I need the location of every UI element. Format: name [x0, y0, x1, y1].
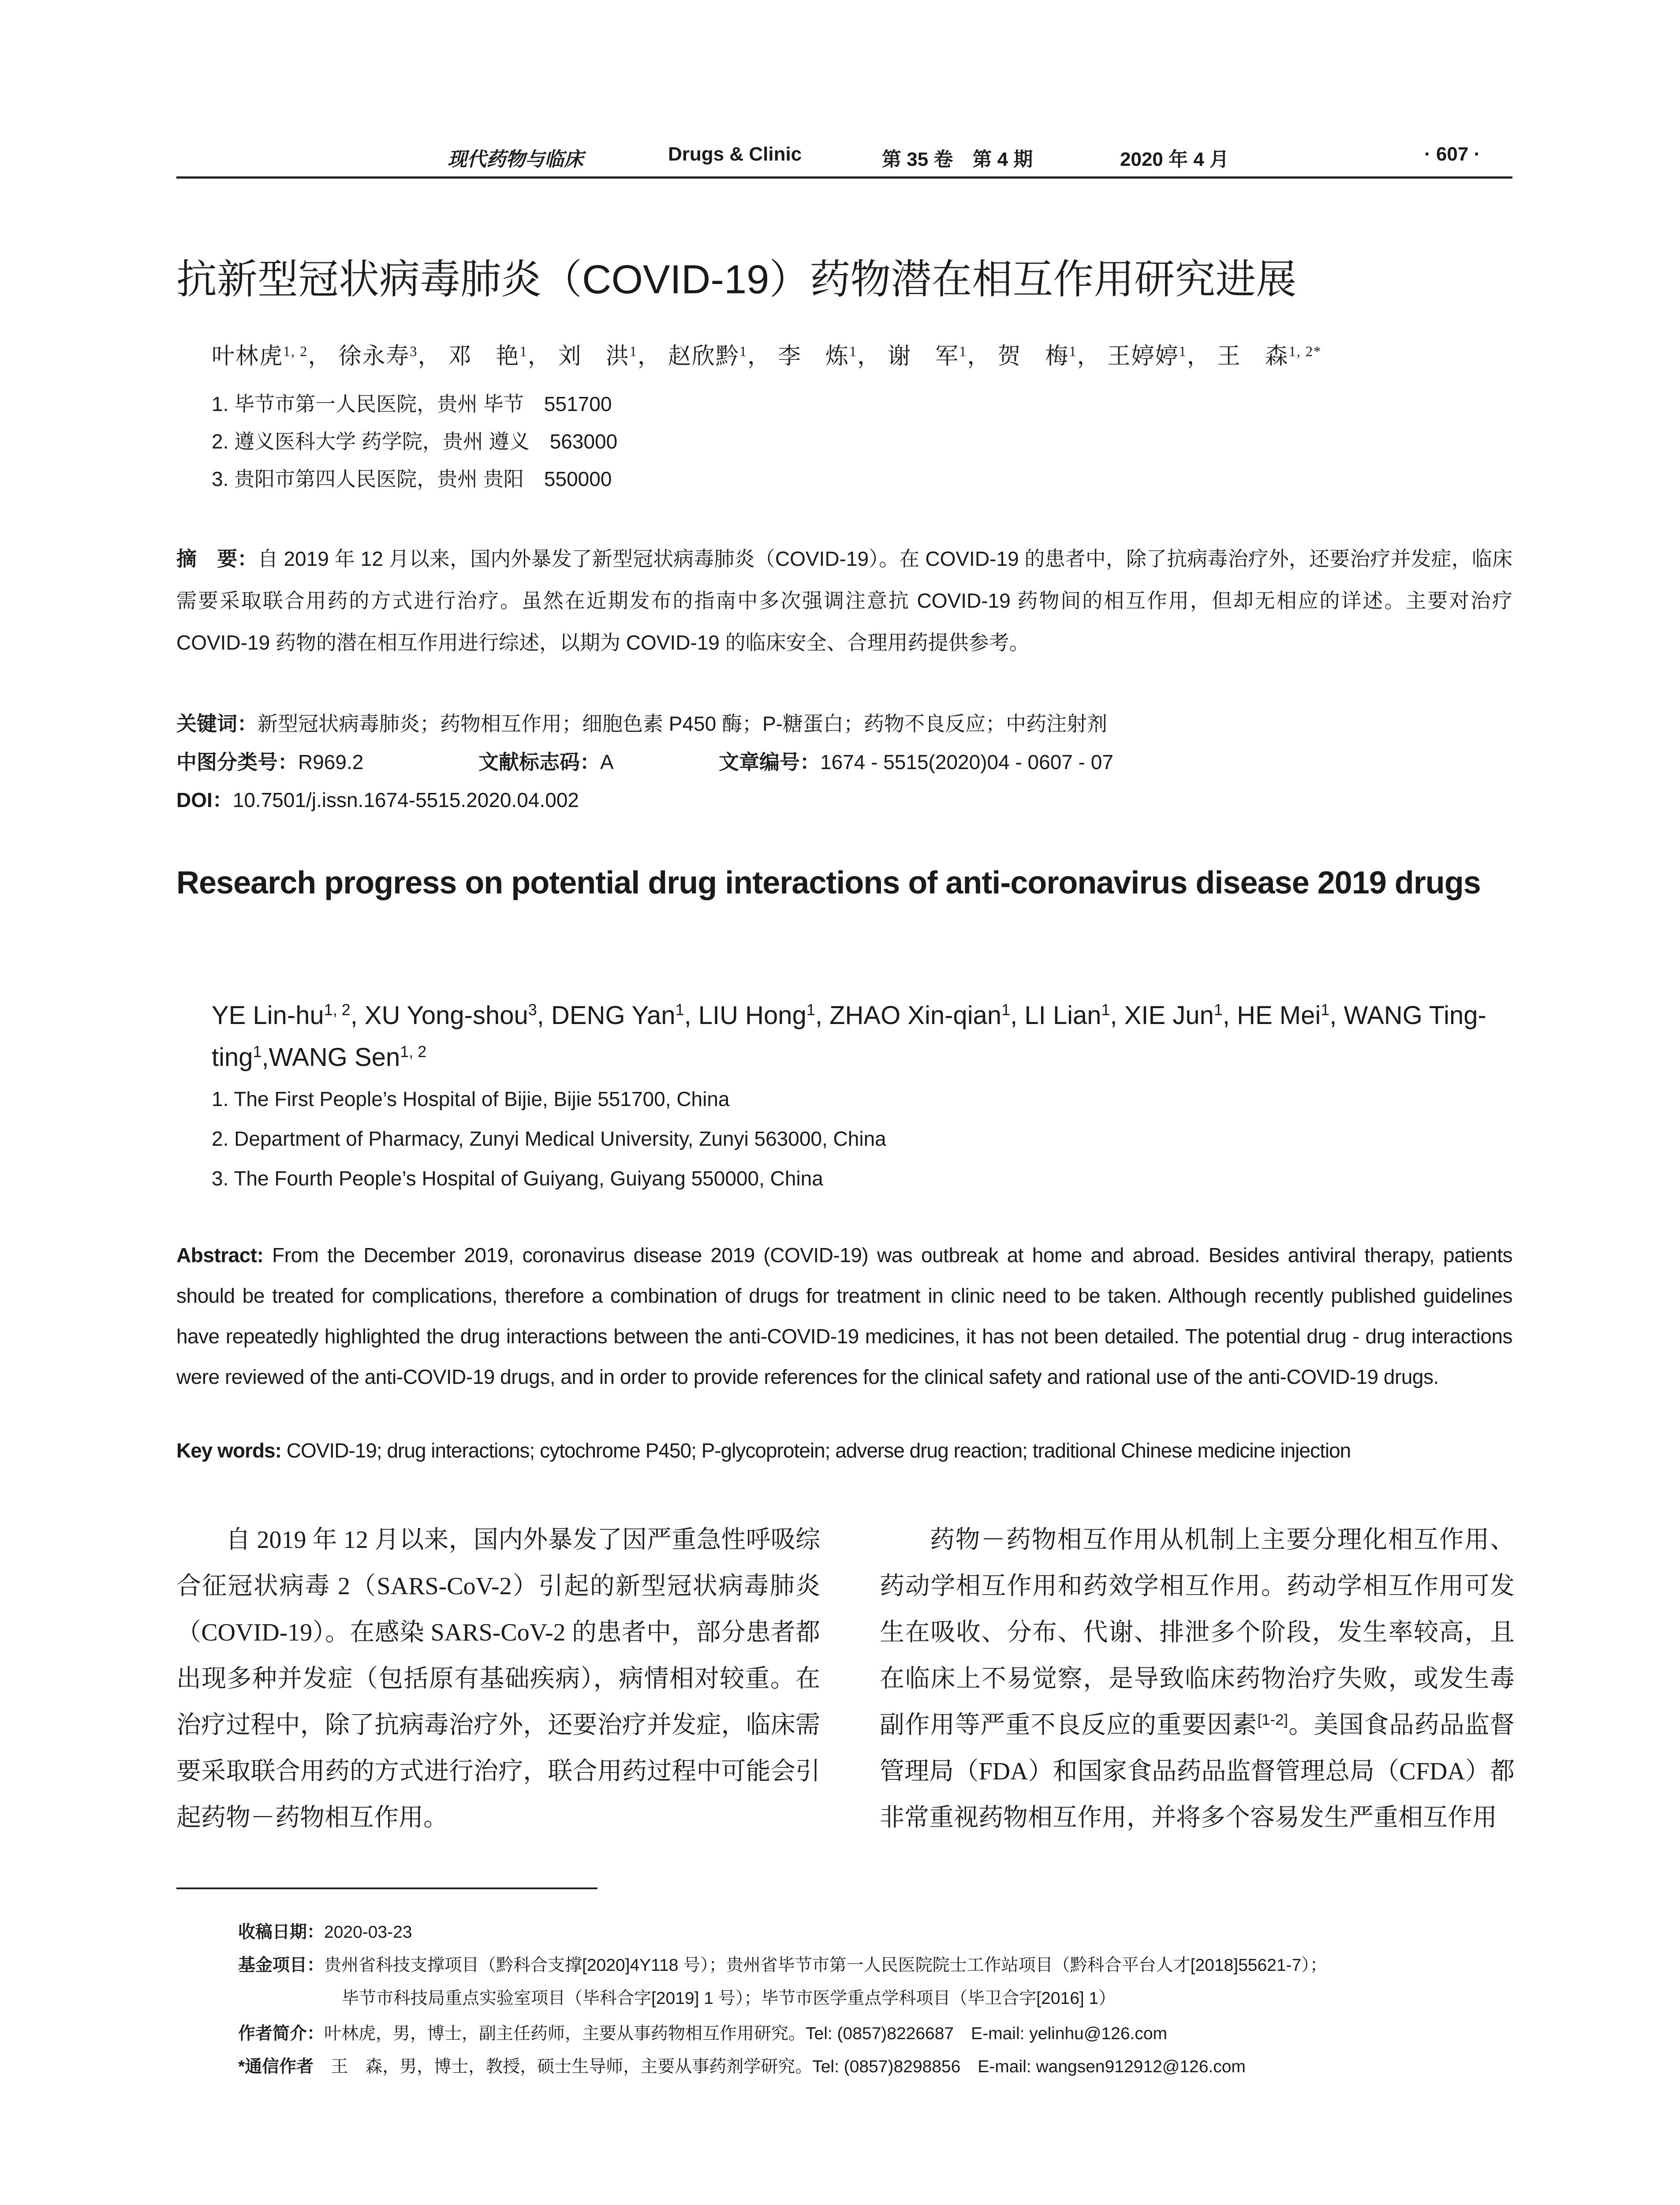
footnote-rule	[176, 1887, 597, 1889]
doi-label: DOI：	[176, 789, 233, 811]
article-label: 文章编号：	[719, 751, 820, 774]
author-en: YE Lin-hu$^{1, 2}$	[212, 1001, 351, 1030]
running-header	[176, 143, 1508, 174]
body-paragraph: 自 2019 年 12 月以来，国内外暴发了因严重急性呼吸综合征冠状病毒 2（SARS-CoV-2）引起的新型冠状病毒肺炎（COVID-19）。在感染 SARS-CoV-2 的患者中，部分患者都出现多种并发症（包括原有基础疾病），病情相对较重。在治疗过程中，除了抗病毒治疗外，还要治疗并发症，临床需要采取联合用药的方式进行治疗，联合用药过程中可能会引起药物－药物相互作用。	[176, 1526, 820, 1831]
doi-line	[176, 784, 579, 813]
abstract-text-cn: 自 2019 年 12 月以来，国内外暴发了新型冠状病毒肺炎（COVID-19）。在 COVID-19 的患者中，除了抗病毒治疗外，还要治疗并发症，临床需要采取联合用药的方式进行治疗。虽然在近期发布的指南中多次强调注意抗 COVID-19 药物间的相互作用，但却无相应的详述。主要对治疗 COVID-19 药物的潜在相互作用进行综述，以期为 COVID-19 的临床安全、合理用药提供参考。	[176, 547, 1513, 654]
footnote-fund-cont: 毕节市科技局重点实验室项目（毕科合字[2019] 1 号）；毕节市医学重点学科项目（毕卫合字[2016] 1）	[342, 1989, 1116, 2008]
body-paragraph-cont: 。美国食品药品监督管理局（FDA）和国家食品药品监督管理总局（CFDA）都非常重视药物相互作用，并将多个容易发生严重相互作用	[880, 1712, 1515, 1831]
footnote-corresponding: *通信作者 王 森，男，博士，教授，硕士生导师，主要从事药剂学研究。Tel: (0857)8298856 E-mail: wangsen912912@126.com	[238, 2057, 1246, 2076]
author-cn: 邓 艳$^1$	[448, 343, 528, 369]
keywords-text-en: COVID-19; drug interactions; cytochrome P450; P-glycoprotein; adverse drug reaction; traditional Chinese medicine injection	[286, 1439, 1351, 1462]
doc-label: 文献标志码：	[478, 751, 600, 774]
footnote-author: 作者简介：叶林虎，男，博士，副主任药师，主要从事药物相互作用研究。Tel: (0857)8226687 E-mail: yelinhu@126.com	[238, 2024, 1168, 2043]
author-cn: 徐永寿$^3$	[338, 343, 418, 369]
author-cn: 贺 梅$^1$	[997, 343, 1077, 369]
body-column-left	[176, 1517, 820, 1841]
author-en: DENG Yan$^1$	[551, 1001, 684, 1030]
volume-issue: 第 35 卷 第 4 期	[882, 149, 1033, 170]
author-cn: 李 炼$^1$	[778, 343, 858, 369]
keywords-label-en: Key words:	[176, 1439, 281, 1462]
article-title-en: Research progress on potential drug interactions of anti-coronavirus disease 2019 drugs	[176, 865, 1481, 901]
affiliation-cn: 2. 遵义医科大学 药学院，贵州 遵义 563000	[212, 430, 618, 453]
author-list-cn: 叶林虎$^{1, 2}$， 徐永寿$^3$， 邓 艳$^1$， 刘 洪$^1$， 赵欣黔$^1$， 李 炼$^1$， 谢 军$^1$， 贺 梅$^1$， 王婷婷$^1$， 王 森$^{1, 2*}$	[212, 343, 1322, 369]
author-en: WANG Sen$^{1, 2}$	[269, 1043, 427, 1072]
abstract-text-en: From the December 2019, coronavirus disease 2019 (COVID-19) was outbreak at home and abroad. Besides antiviral therapy, patients should be treated for complications, therefore a combination of drugs for treatment in clinic need to be taken. Although recently published guidelines have repeatedly highlighted the drug interactions between the anti-COVID-19 medicines, it has not been detailed. The potential drug - drug interactions were reviewed of the anti-COVID-19 drugs, and in order to provide references for the clinical safety and rational use of the anti-COVID-19 drugs.	[176, 1244, 1513, 1388]
issue-date: 2020 年 4 月	[1120, 149, 1229, 170]
page-number: · 607 ·	[1424, 143, 1481, 165]
abstract-en	[176, 1235, 1512, 1397]
body-column-right	[880, 1517, 1515, 1841]
author-en: XIE Jun$^1$	[1124, 1001, 1223, 1030]
author-en: LI Lian$^1$	[1024, 1001, 1110, 1030]
document-code	[478, 746, 614, 775]
classification-line	[176, 746, 363, 775]
abstract-label-cn: 摘 要：	[176, 547, 258, 570]
abstract-cn	[176, 538, 1512, 664]
keywords-text-cn: 新型冠状病毒肺炎；药物相互作用；细胞色素 P450 酶；P-糖蛋白；药物不良反应；中药注射剂	[258, 712, 1107, 735]
author-list-en: YE Lin-hu$^{1, 2}$, XU Yong-shou$^3$, DENG Yan$^1$, LIU Hong$^1$, ZHAO Xin-qian$^1$, LI Lian$^1$, XIE Jun$^1$, HE Mei$^1$, WANG Ting-ting$^1$,WANG Sen$^{1, 2}$	[212, 1001, 1486, 1072]
article-code: 1674 - 5515(2020)04 - 0607 - 07	[820, 751, 1113, 774]
article-title-cn: 抗新型冠状病毒肺炎（COVID-19）药物潜在相互作用研究进展	[176, 257, 1297, 302]
affiliation-en: 1. The First People’s Hospital of Bijie, Bijie 551700, China	[212, 1088, 730, 1110]
author-en: LIU Hong$^1$	[698, 1001, 815, 1030]
article-number	[719, 746, 1113, 775]
header-rule	[176, 176, 1512, 179]
author-cn: 刘 洪$^1$	[558, 343, 638, 369]
author-cn: 王婷婷$^1$	[1107, 343, 1187, 369]
citation-ref[interactable]: [1-2]	[1257, 1711, 1288, 1728]
affiliation-cn: 3. 贵阳市第四人民医院，贵州 贵阳 550000	[212, 467, 612, 490]
abstract-label-en: Abstract:	[176, 1244, 264, 1267]
author-cn: 王 森$^{1, 2*}$	[1217, 343, 1322, 369]
affiliation-en: 3. The Fourth People’s Hospital of Guiyang, Guiyang 550000, China	[212, 1167, 823, 1190]
doi-link[interactable]: 10.7501/j.issn.1674-5515.2020.04.002	[232, 789, 579, 811]
journal-name-cn: 现代药物与临床	[448, 149, 583, 170]
keywords-cn	[176, 708, 1107, 737]
keywords-label-cn: 关键词：	[176, 712, 258, 735]
clc-label: 中图分类号：	[176, 751, 298, 774]
author-en: XU Yong-shou$^3$	[364, 1001, 537, 1030]
footnote-received: 收稿日期：2020-03-23	[238, 1923, 412, 1942]
author-cn: 赵欣黔$^1$	[668, 343, 747, 369]
author-en: HE Mei$^1$	[1237, 1001, 1330, 1030]
doc-code: A	[600, 751, 614, 774]
affiliation-en: 2. Department of Pharmacy, Zunyi Medical University, Zunyi 563000, China	[212, 1127, 886, 1150]
author-en: ZHAO Xin-qian$^1$	[829, 1001, 1011, 1030]
body-paragraph: 药物－药物相互作用从机制上主要分理化相互作用、药动学相互作用和药效学相互作用。药动学相互作用可发生在吸收、分布、代谢、排泄多个阶段，发生率较高，且在临床上不易觉察，是导致临床药物治疗失败，或发生毒副作用等严重不良反应的重要因素	[880, 1526, 1515, 1739]
affiliation-cn: 1. 毕节市第一人民医院，贵州 毕节 551700	[212, 392, 612, 415]
author-cn: 叶林虎$^{1, 2}$	[212, 343, 308, 369]
keywords-en	[176, 1439, 1526, 1462]
footnote-fund: 基金项目：贵州省科技支撑项目（黔科合支撑[2020]4Y118 号）；贵州省毕节市第一人民医院院士工作站项目（黔科合平台人才[2018]55621-7）；	[238, 1956, 1327, 1975]
journal-name-en: Drugs & Clinic	[668, 143, 802, 165]
author-en: WANG Ting-ting$^1$	[212, 1001, 1486, 1072]
author-cn: 谢 军$^1$	[888, 343, 967, 369]
clc-code: R969.2	[298, 751, 364, 774]
